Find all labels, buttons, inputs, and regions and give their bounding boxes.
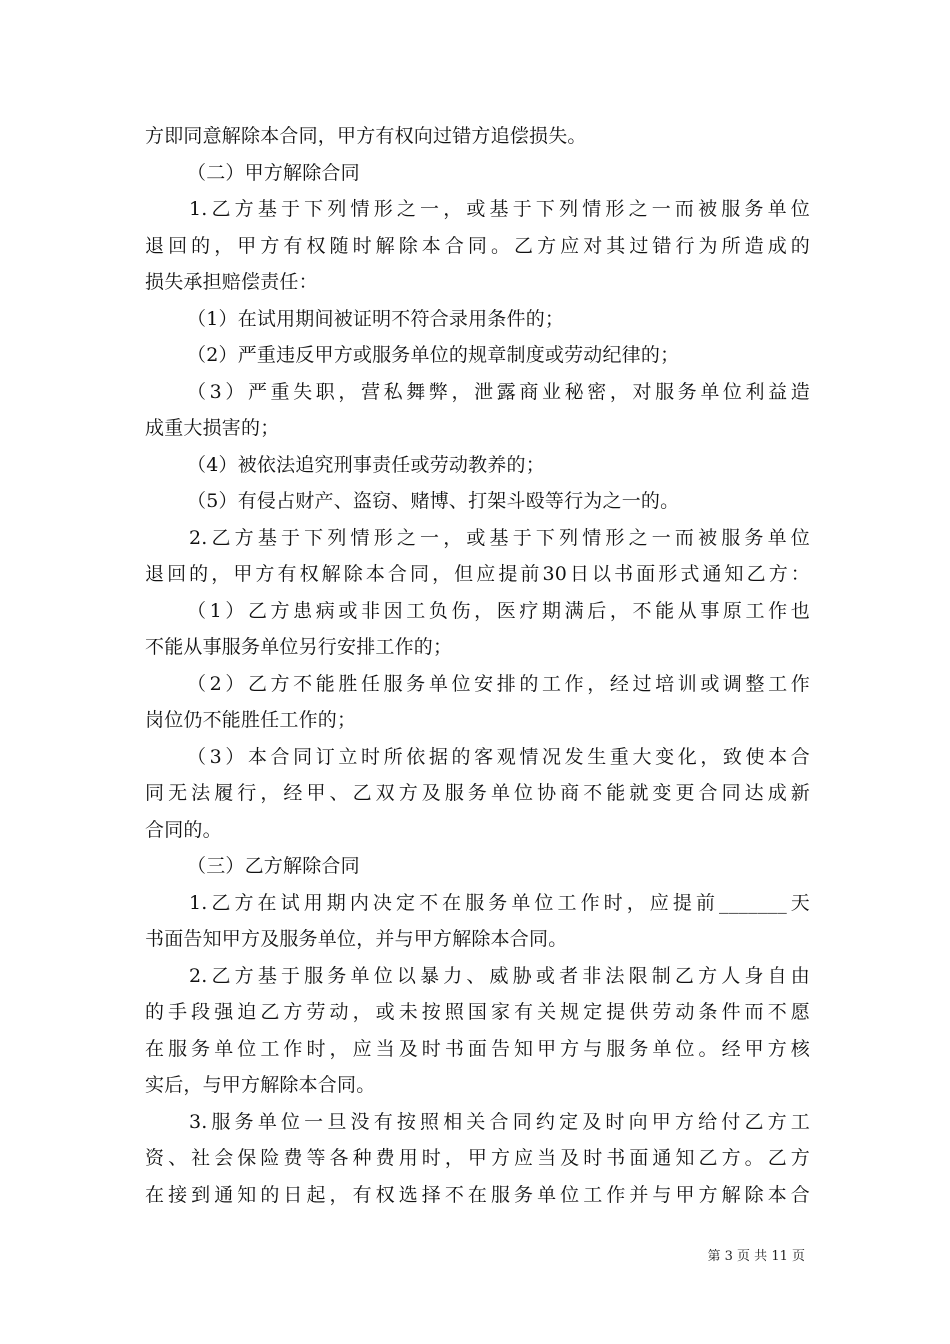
text-line: （3）本合同订立时所依据的客观情况发生重大变化，致使本合 <box>187 745 810 768</box>
text-line: 的手段强迫乙方劳动，或未按照国家有关规定提供劳动条件而不愿 <box>145 1001 810 1023</box>
text-line: 在服务单位工作时，应当及时书面告知甲方与服务单位。经甲方核 <box>145 1037 810 1060</box>
text-line: 资、社会保险费等各种费用时，甲方应当及时书面通知乙方。乙方 <box>145 1147 810 1169</box>
text-line: （1）乙方患病或非因工负伤，医疗期满后，不能从事原工作也 <box>187 599 810 622</box>
text-line: （2）乙方不能胜任服务单位安排的工作，经过培训或调整工作 <box>187 672 810 695</box>
text-line: （2）严重违反甲方或服务单位的规章制度或劳动纪律的； <box>187 344 680 366</box>
text-line: （1）在试用期间被证明不符合录用条件的； <box>187 307 565 330</box>
text-line: 2.乙方基于下列情形之一，或基于下列情形之一而被服务单位 <box>189 526 810 549</box>
text-line: 合同的。 <box>145 818 222 841</box>
text-line: （4）被依法追究刑事责任或劳动教养的； <box>187 453 545 476</box>
text-line: 不能从事服务单位另行安排工作的； <box>145 636 453 658</box>
text-line: 方即同意解除本合同，甲方有权向过错方追偿损失。 <box>145 125 587 147</box>
page-number: 第 3 页 共 11 页 <box>707 1249 805 1264</box>
text-line: （三）乙方解除合同 <box>187 855 360 877</box>
text-line: 3.服务单位一旦没有按照相关合同约定及时向甲方给付乙方工 <box>189 1110 810 1133</box>
document-body <box>145 118 810 1213</box>
text-line: （5）有侵占财产、盗窃、赌博、打架斗殴等行为之一的。 <box>187 490 680 512</box>
text-line: 在接到通知的日起，有权选择不在服务单位工作并与甲方解除本合 <box>145 1183 810 1206</box>
text-line: 实后，与甲方解除本合同。 <box>145 1074 376 1096</box>
text-line: 岗位仍不能胜任工作的； <box>145 709 357 731</box>
text-line: 损失承担赔偿责任： <box>145 271 318 293</box>
text-line: 书面告知甲方及服务单位，并与甲方解除本合同。 <box>145 928 568 950</box>
text-line: 2.乙方基于服务单位以暴力、威胁或者非法限制乙方人身自由 <box>189 964 810 987</box>
text-line: （3）严重失职，营私舞弊，泄露商业秘密，对服务单位利益造 <box>187 380 810 403</box>
text-line: 退回的，甲方有权随时解除本合同。乙方应对其过错行为所造成的 <box>145 234 810 257</box>
text-line: 成重大损害的； <box>145 417 280 439</box>
text-line: （二）甲方解除合同 <box>187 161 360 184</box>
text-line: 1.乙方在试用期内决定不在服务单位工作时，应提前_______天 <box>189 891 810 914</box>
text-line: 1.乙方基于下列情形之一，或基于下列情形之一而被服务单位 <box>189 198 810 220</box>
text-line: 退回的，甲方有权解除本合同，但应提前30日以书面形式通知乙方： <box>145 563 810 585</box>
text-line: 同无法履行，经甲、乙双方及服务单位协商不能就变更合同达成新 <box>145 782 810 804</box>
